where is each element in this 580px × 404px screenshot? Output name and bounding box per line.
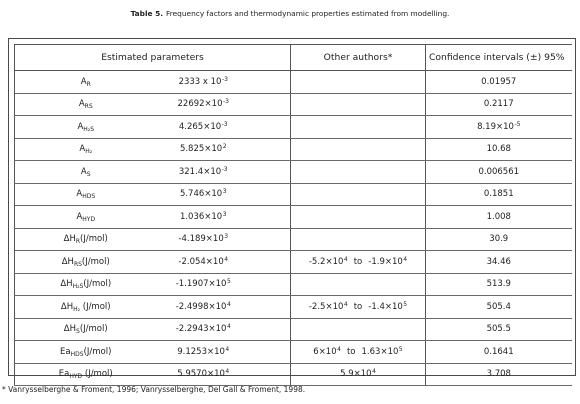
param-unit: (J/mol): [80, 234, 108, 245]
confidence-interval-cell: [426, 116, 572, 139]
estimate-mantissa: 5.746×10: [179, 189, 223, 200]
estimate-mantissa: -1.1907×10: [175, 279, 227, 290]
range-to-mantissa: -1.9×10: [368, 256, 403, 267]
estimate-mantissa: 2333 x 10: [178, 76, 222, 87]
param-symbol: A: [76, 211, 83, 222]
estimate-mantissa: 5.9570×10: [177, 369, 225, 380]
range-to-exponent: 5: [398, 345, 403, 353]
range-separator: to: [346, 346, 356, 357]
estimate-exponent: 4: [226, 300, 231, 308]
estimate-value-cell: [157, 341, 291, 364]
param-unit: (J/mol): [81, 256, 110, 267]
table-caption-text: Frequency factors and thermodynamic properties estimated from modelling.: [166, 9, 450, 18]
estimate-exponent: 4: [226, 323, 231, 331]
param-name-cell: [15, 251, 157, 274]
param-unit: (J/mol): [83, 279, 112, 290]
other-authors-cell: [291, 273, 426, 296]
range-from-exponent: 4: [372, 368, 376, 376]
param-symbol: ΔH: [63, 324, 77, 335]
table-row: [15, 183, 572, 206]
range-from-mantissa: 6×10: [313, 346, 337, 357]
table-row: [15, 296, 572, 319]
confidence-interval-cell: [426, 318, 572, 341]
param-name-cell: [15, 206, 157, 229]
estimate-mantissa: 1.036×10: [179, 211, 223, 222]
param-name-cell: [15, 138, 157, 161]
range-separator: to: [353, 256, 363, 267]
confidence-interval-cell: [426, 296, 572, 319]
header-other-authors: Other authors*: [291, 45, 426, 71]
range-to-exponent: 4: [403, 255, 408, 263]
estimate-mantissa: -2.054×10: [178, 256, 224, 267]
estimate-mantissa: -4.189×10: [178, 234, 224, 245]
estimate-mantissa: 22692×10: [177, 99, 223, 110]
param-name-cell: [15, 318, 157, 341]
estimate-value-cell: [157, 183, 291, 206]
estimate-value-cell: [157, 296, 291, 319]
estimate-exponent: 4: [224, 255, 229, 263]
table-row: [15, 71, 572, 94]
param-subscript: H₂: [73, 305, 81, 313]
header-estimated-parameters: Estimated parameters: [15, 45, 291, 71]
param-subscript: HYD: [82, 215, 96, 223]
estimate-exponent: 2: [222, 143, 227, 151]
param-name-cell: [15, 161, 157, 184]
confidence-mantissa: 10.68: [486, 144, 511, 155]
param-unit: (J/mol): [80, 301, 111, 312]
param-symbol: ΔH: [60, 301, 74, 312]
param-name-cell: [15, 93, 157, 116]
estimate-exponent: -3: [221, 75, 228, 83]
confidence-interval-cell: [426, 138, 572, 161]
param-symbol: A: [78, 99, 85, 110]
other-authors-cell: [291, 161, 426, 184]
confidence-mantissa: 0.1851: [483, 189, 514, 200]
table-row: [15, 318, 572, 341]
estimate-mantissa: -2.2943×10: [175, 324, 227, 335]
table-row: [15, 363, 572, 386]
param-name-cell: [15, 228, 157, 251]
confidence-interval-cell: [426, 206, 572, 229]
estimate-mantissa: 321.4×10: [178, 166, 222, 177]
confidence-interval-cell: [426, 341, 572, 364]
table-row: [15, 273, 572, 296]
param-name-cell: [15, 363, 157, 386]
estimate-value-cell: [157, 228, 291, 251]
estimate-value-cell: [157, 116, 291, 139]
header-row: [15, 45, 572, 71]
footnote: * Vanrysselberghe & Froment, 1996; Vanrysselberghe, Del Gall & Froment, 1998.: [2, 385, 306, 394]
confidence-exponent: -5: [514, 120, 521, 128]
estimate-value-cell: [157, 273, 291, 296]
estimate-exponent: -3: [221, 165, 228, 173]
confidence-mantissa: 30.9: [489, 234, 509, 245]
table-row: [15, 251, 572, 274]
confidence-mantissa: 0.2117: [483, 99, 514, 110]
other-authors-cell: [291, 318, 426, 341]
estimate-value-cell: [157, 363, 291, 386]
other-authors-cell: [291, 228, 426, 251]
estimate-value-cell: [157, 138, 291, 161]
estimate-value-cell: [157, 318, 291, 341]
confidence-interval-cell: [426, 273, 572, 296]
estimate-exponent: 4: [225, 345, 230, 353]
param-subscript: H₂: [85, 148, 93, 156]
other-authors-cell: [291, 206, 426, 229]
param-symbol: ΔH: [60, 279, 73, 290]
other-authors-cell: [291, 71, 426, 94]
param-subscript: HDS: [82, 193, 96, 201]
param-subscript: R: [75, 238, 81, 246]
confidence-interval-cell: [426, 228, 572, 251]
table-body: [15, 71, 572, 386]
other-authors-cell: [291, 93, 426, 116]
param-unit: (J/mol): [79, 324, 108, 335]
param-subscript: R: [86, 80, 91, 88]
param-subscript: H₂S: [83, 125, 95, 133]
table-row: [15, 341, 572, 364]
table-frame: [8, 38, 576, 381]
confidence-interval-cell: [426, 363, 572, 386]
confidence-mantissa: 0.01957: [481, 76, 517, 87]
other-authors-cell: [291, 363, 426, 386]
range-to-mantissa: 1.63×10: [361, 346, 399, 357]
param-symbol: Ea: [60, 346, 71, 357]
range-from-mantissa: -5.2×10: [308, 256, 344, 267]
estimate-exponent: 4: [225, 368, 230, 376]
param-subscript: S: [86, 170, 91, 178]
estimate-value-cell: [157, 71, 291, 94]
param-subscript: HDS: [70, 350, 84, 358]
confidence-mantissa: 513.9: [486, 279, 511, 290]
table-row: [15, 138, 572, 161]
param-name-cell: [15, 116, 157, 139]
estimate-exponent: -3: [223, 98, 229, 106]
estimate-value-cell: [157, 251, 291, 274]
param-subscript: H₂S: [72, 283, 84, 291]
estimate-exponent: -3: [221, 120, 228, 128]
range-from-mantissa: -2.5×10: [308, 301, 344, 312]
param-subscript: S: [76, 328, 80, 336]
param-symbol: A: [80, 166, 87, 177]
table-caption-label: Table 5.: [130, 9, 164, 18]
param-symbol: A: [77, 121, 84, 132]
estimate-mantissa: -2.4998×10: [175, 301, 227, 312]
confidence-interval-cell: [426, 161, 572, 184]
range-to-exponent: 5: [403, 300, 408, 308]
confidence-mantissa: 34.46: [486, 256, 511, 267]
confidence-mantissa: 0.1641: [483, 346, 514, 357]
other-authors-cell: [291, 341, 426, 364]
param-symbol: Ea: [58, 369, 70, 380]
table-row: [15, 93, 572, 116]
param-name-cell: [15, 183, 157, 206]
range-from-exponent: 4: [343, 255, 348, 263]
estimate-exponent: 3: [222, 188, 227, 196]
other-authors-cell: [291, 138, 426, 161]
estimate-mantissa: 4.265×10: [178, 121, 222, 132]
range-from-exponent: 4: [337, 345, 341, 353]
confidence-mantissa: 1.008: [486, 211, 511, 222]
parameters-table: [14, 44, 572, 386]
confidence-interval-cell: [426, 183, 572, 206]
confidence-mantissa: 505.4: [486, 301, 511, 312]
param-symbol: A: [80, 76, 87, 87]
confidence-mantissa: 0.006561: [478, 166, 520, 177]
param-subscript: RS: [73, 260, 82, 268]
table-row: [15, 161, 572, 184]
header-confidence-intervals: Confidence intervals (±) 95%: [426, 45, 572, 71]
param-unit: (J/mol): [82, 369, 113, 380]
estimate-exponent: 3: [224, 233, 229, 241]
estimate-mantissa: 5.825×10: [179, 144, 223, 155]
param-name-cell: [15, 296, 157, 319]
range-separator: to: [353, 301, 363, 312]
param-symbol: A: [76, 189, 83, 200]
param-symbol: ΔH: [63, 234, 76, 245]
param-subscript: HYD: [69, 373, 83, 381]
param-name-cell: [15, 71, 157, 94]
confidence-mantissa: 505.5: [486, 324, 511, 335]
estimate-mantissa: 9.1253×10: [177, 346, 225, 357]
param-name-cell: [15, 341, 157, 364]
range-from-mantissa: 5.9×10: [340, 369, 372, 380]
range-to-mantissa: -1.4×10: [368, 301, 403, 312]
param-unit: (J/mol): [83, 346, 112, 357]
estimate-value-cell: [157, 206, 291, 229]
estimate-value-cell: [157, 93, 291, 116]
other-authors-cell: [291, 251, 426, 274]
range-from-exponent: 4: [343, 300, 348, 308]
confidence-interval-cell: [426, 93, 572, 116]
param-symbol: ΔH: [61, 256, 74, 267]
confidence-interval-cell: [426, 251, 572, 274]
estimate-value-cell: [157, 161, 291, 184]
table-row: [15, 116, 572, 139]
confidence-mantissa: 3.708: [486, 369, 511, 380]
confidence-interval-cell: [426, 71, 572, 94]
param-symbol: A: [79, 144, 86, 155]
param-subscript: RS: [84, 103, 93, 111]
other-authors-cell: [291, 183, 426, 206]
other-authors-cell: [291, 116, 426, 139]
table-row: [15, 228, 572, 251]
confidence-mantissa: 8.19×10: [477, 121, 514, 132]
table-caption: [0, 8, 580, 20]
estimate-exponent: 5: [226, 278, 231, 286]
param-name-cell: [15, 273, 157, 296]
table-row: [15, 206, 572, 229]
other-authors-cell: [291, 296, 426, 319]
estimate-exponent: 3: [222, 210, 227, 218]
